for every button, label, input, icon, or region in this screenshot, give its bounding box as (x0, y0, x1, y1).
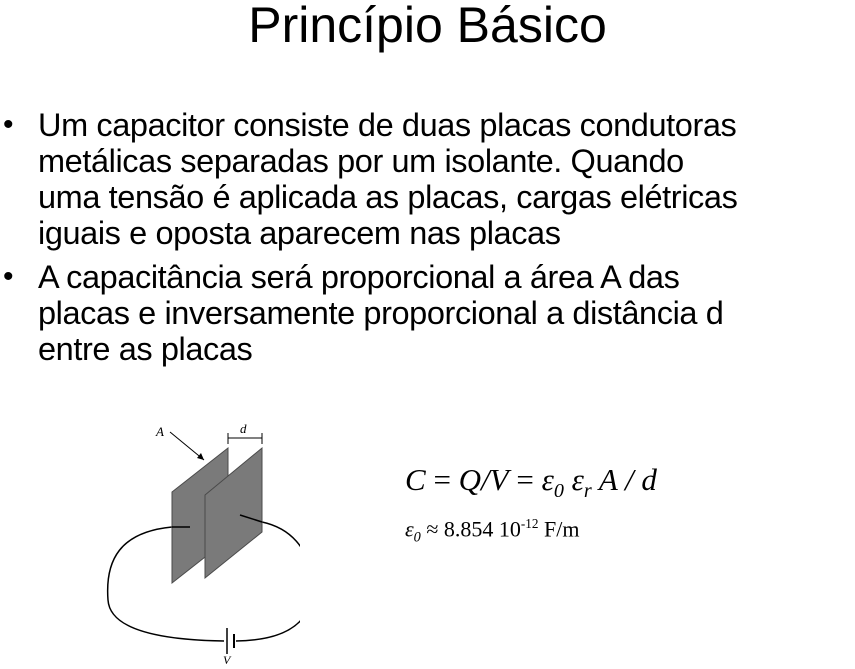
formula-eps-sub: 0 (413, 529, 421, 546)
formula-qv: Q/V (458, 462, 509, 497)
formula-unit: F/m (538, 516, 580, 542)
formula-eq: = (425, 462, 459, 497)
formula-c: C (405, 462, 426, 497)
bullet-dot: • (3, 108, 14, 141)
formula-value: 8.854 10 (443, 516, 521, 542)
bullet-line: uma tensão é aplicada as placas, cargas elétricas (38, 179, 738, 215)
capacitor-diagram (0, 400, 300, 669)
formula-approx: ≈ (420, 516, 444, 542)
formula-eps: ε (405, 516, 414, 542)
formula-epsr-sub: r (583, 480, 592, 503)
bullet-list (0, 107, 855, 375)
label-distance: d (240, 421, 247, 436)
area-arrowhead (197, 453, 204, 460)
label-area: A (156, 424, 164, 439)
bullet-line: metálicas separadas por um isolante. Quando (38, 143, 684, 179)
label-voltage: V (223, 653, 231, 667)
bullet-item (0, 259, 855, 367)
bullet-item (0, 107, 855, 251)
formula-eps0-sub: 0 (553, 480, 564, 503)
formula-line-1 (405, 462, 657, 509)
formula-exponent: -12 (520, 516, 539, 532)
capacitance-formula (405, 462, 657, 553)
formula-eps0: ε (541, 462, 554, 497)
bullet-line: iguais e oposta aparecem nas placas (38, 215, 561, 251)
bullet-line: A capacitância será proporcional a área A das (38, 259, 680, 295)
page-title: Princípio Básico (248, 0, 607, 53)
formula-eq: = (508, 462, 542, 497)
formula-line-2 (405, 509, 657, 553)
formula-epsr: ε (571, 462, 584, 497)
bullet-line: entre as placas (38, 331, 253, 367)
bullet-line: Um capacitor consiste de duas placas condutoras (38, 107, 737, 143)
formula-ad: A / d (591, 462, 657, 497)
bullet-dot: • (3, 260, 14, 293)
bullet-line: placas e inversamente proporcional a distância d (38, 295, 724, 331)
